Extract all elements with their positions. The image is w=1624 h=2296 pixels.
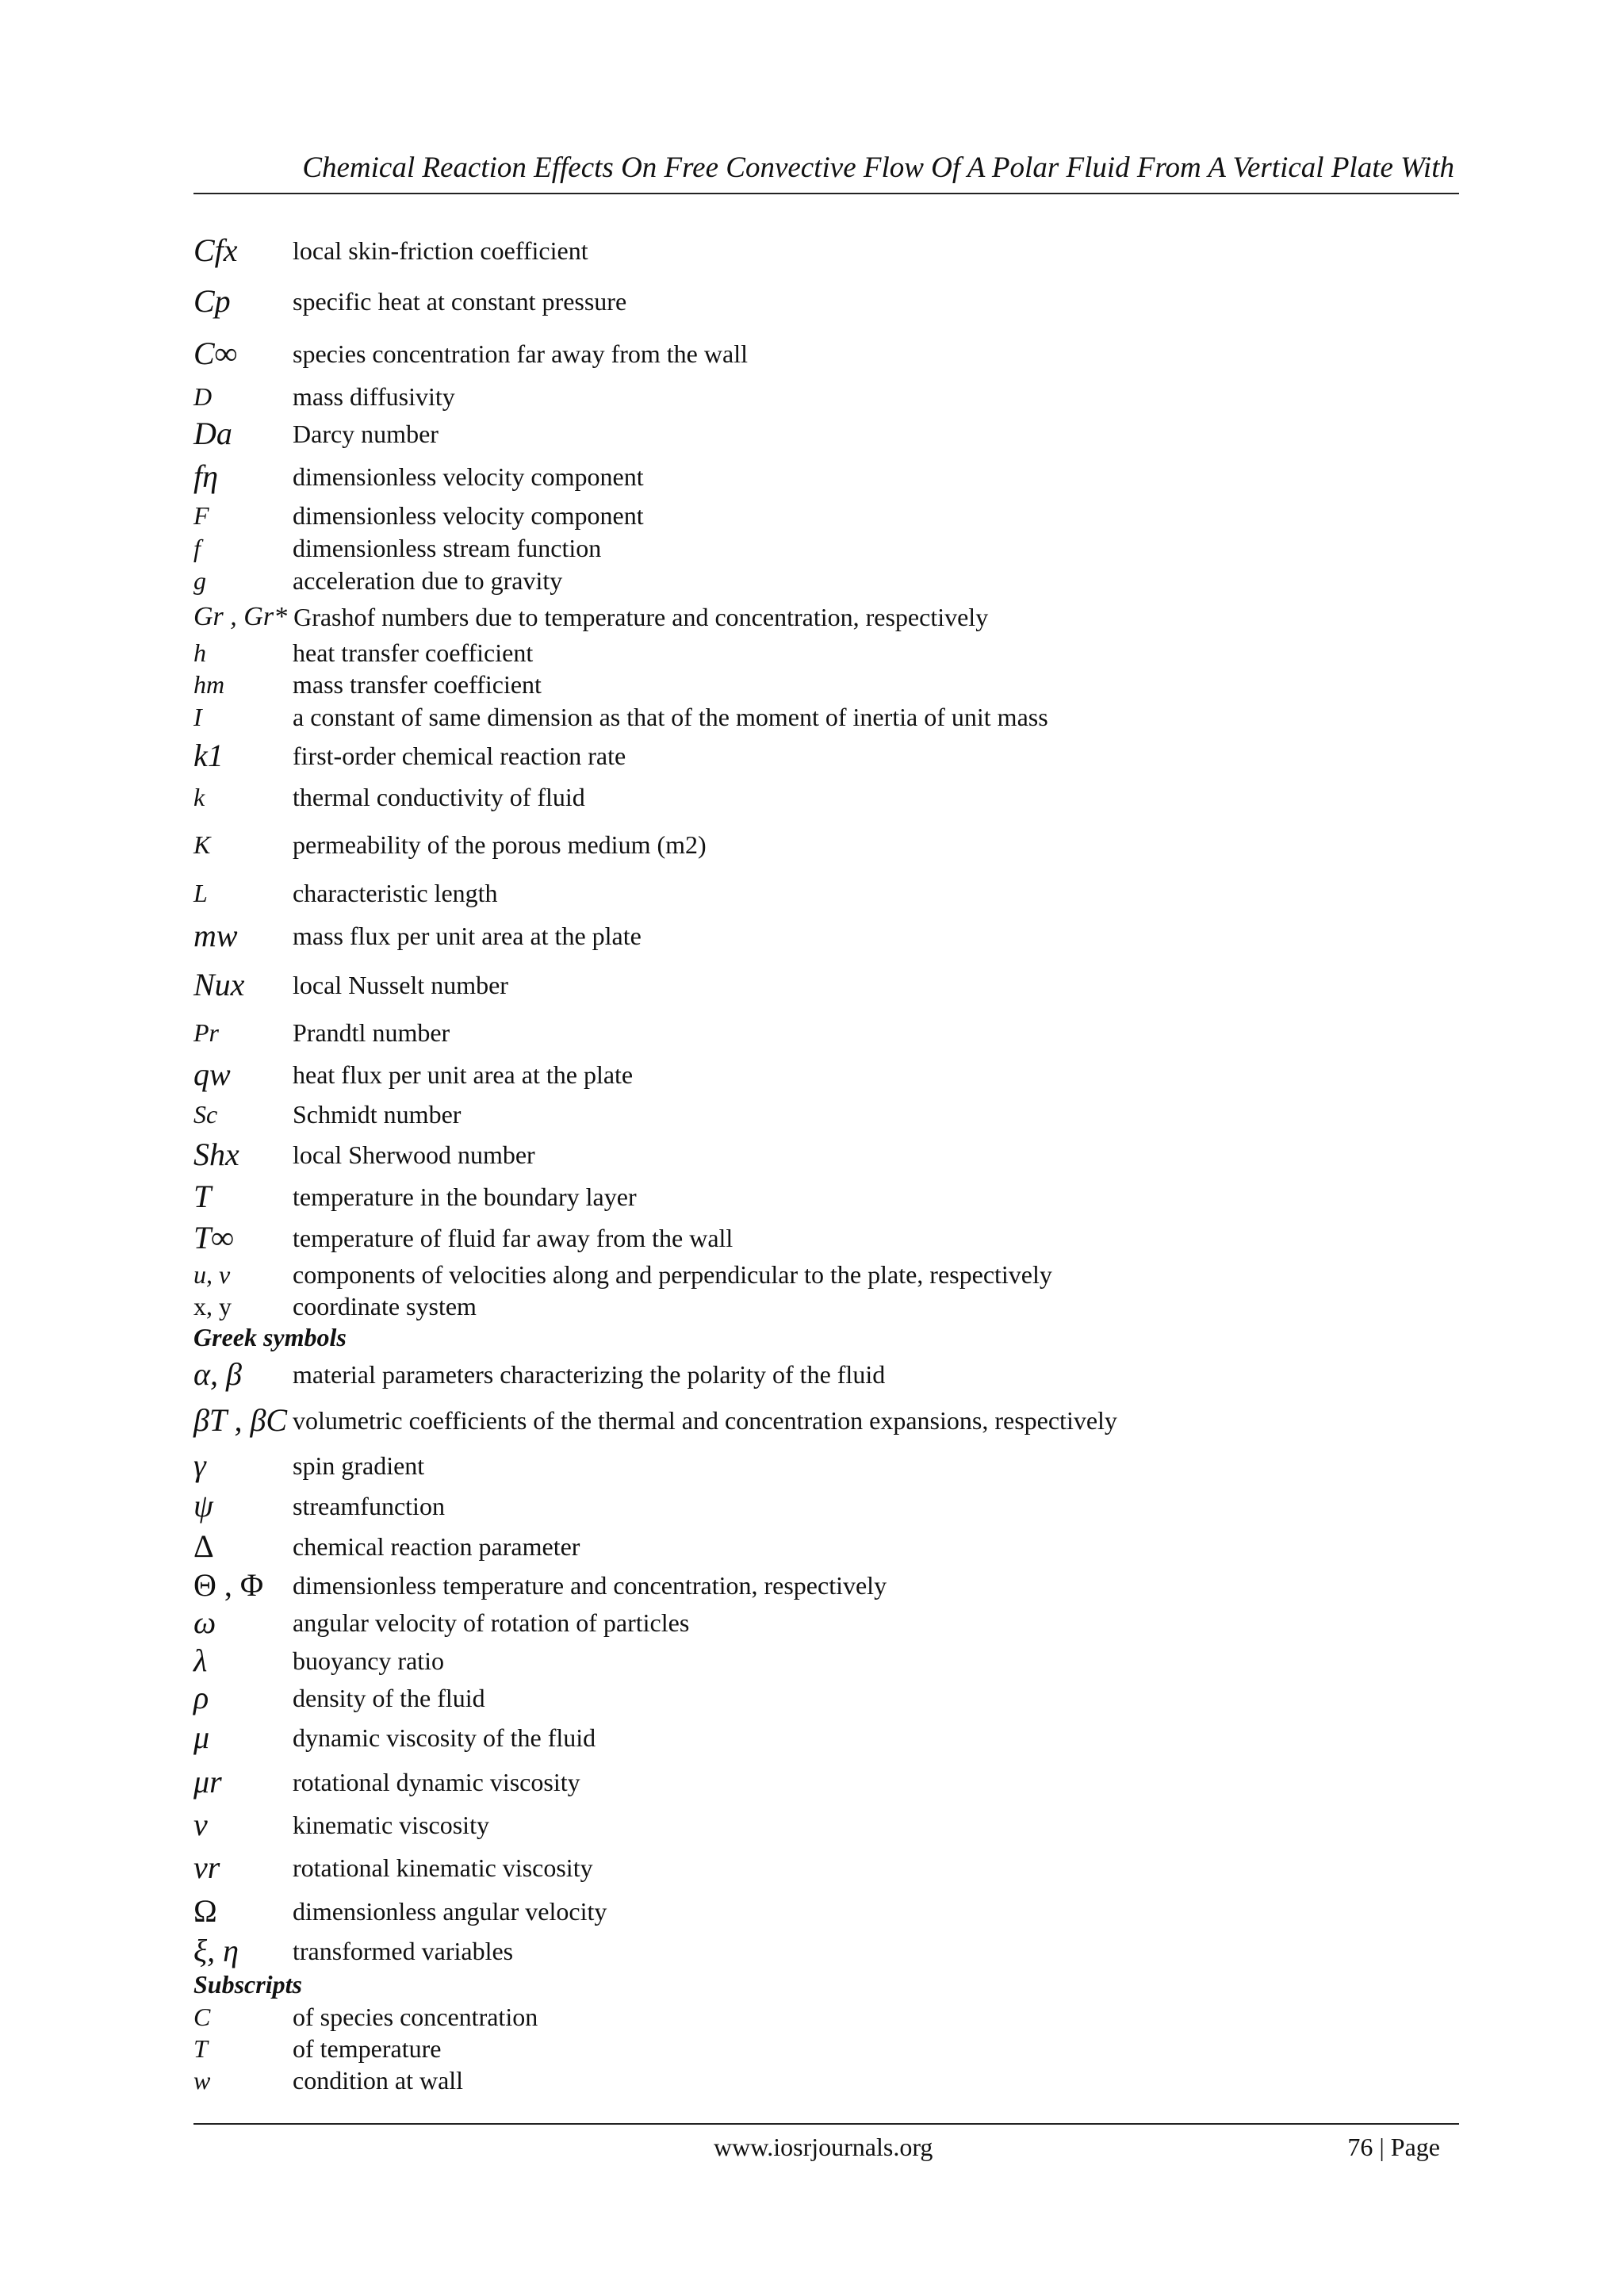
- greek-row: [193, 1681, 1459, 1715]
- symbol: T∞: [193, 1220, 234, 1255]
- description: species concentration far away from the wall: [293, 339, 748, 368]
- symbol: ξ, η: [193, 1933, 239, 1968]
- description: heat flux per unit area at the plate: [293, 1060, 634, 1089]
- description: dimensionless stream function: [293, 533, 602, 562]
- symbol: k1: [193, 738, 224, 773]
- nomenclature-row: [193, 1217, 1459, 1259]
- nomenclature-row: [193, 275, 1459, 328]
- greek-row: [193, 1760, 1459, 1804]
- nomenclature-list: [193, 226, 1459, 2096]
- symbol: λ: [193, 1642, 208, 1678]
- subscript-row: [193, 2033, 1459, 2064]
- nomenclature-row: [193, 413, 1459, 454]
- description: of temperature: [293, 2033, 442, 2063]
- symbol: k: [193, 782, 205, 811]
- description: density of the fluid: [293, 1683, 485, 1712]
- greek-row: [193, 1715, 1459, 1760]
- footer-divider: [193, 2123, 1459, 2125]
- description: characteristic length: [293, 878, 498, 907]
- description: permeability of the porous medium (m2): [293, 830, 707, 859]
- symbol: μ: [193, 1719, 210, 1755]
- nomenclature-row: [193, 1054, 1459, 1095]
- symbol: Pr: [193, 1018, 219, 1047]
- description: Prandtl number: [293, 1018, 450, 1047]
- symbol: Gr , Gr*: [193, 601, 288, 631]
- description: Darcy number: [293, 419, 439, 448]
- description: dimensionless temperature and concentration, respectively: [293, 1570, 887, 1600]
- description: of species concentration: [293, 2002, 538, 2031]
- symbol: βT , βC: [193, 1402, 288, 1438]
- description: streamfunction: [293, 1491, 445, 1520]
- description: Grashof numbers due to temperature and concentration, respectively: [293, 602, 989, 631]
- description: local Nusselt number: [293, 970, 508, 999]
- nomenclature-row: [193, 499, 1459, 532]
- greek-row: [193, 1604, 1459, 1641]
- greek-row: [193, 1846, 1459, 1890]
- symbol: qw: [193, 1056, 231, 1092]
- symbol: D: [193, 381, 213, 411]
- description: local skin-friction coefficient: [293, 236, 588, 265]
- nomenclature-row: [193, 597, 1459, 637]
- subscripts-heading: Subscripts: [193, 1970, 302, 1999]
- symbol: Cfx: [193, 232, 238, 268]
- nomenclature-row: [193, 959, 1459, 1011]
- symbol: Nux: [193, 967, 245, 1002]
- nomenclature-row: [193, 454, 1459, 499]
- symbol: Da: [193, 416, 232, 451]
- symbol: T: [193, 1179, 212, 1214]
- symbol: ν: [193, 1807, 208, 1842]
- symbol: u, v: [193, 1259, 231, 1289]
- description: dimensionless velocity component: [293, 462, 644, 491]
- description: mass flux per unit area at the plate: [293, 921, 642, 950]
- symbol: α, β: [193, 1356, 242, 1392]
- symbol: I: [193, 702, 202, 731]
- description: local Sherwood number: [293, 1140, 535, 1169]
- nomenclature-row: [193, 226, 1459, 275]
- description: chemical reaction parameter: [293, 1531, 580, 1561]
- nomenclature-row: [193, 380, 1459, 413]
- greek-row: [193, 1804, 1459, 1846]
- nomenclature-row: [193, 1133, 1459, 1176]
- nomenclature-row: [193, 1011, 1459, 1054]
- nomenclature-row: [193, 913, 1459, 959]
- description: kinematic viscosity: [293, 1810, 489, 1839]
- greek-row: [193, 1641, 1459, 1681]
- description: material parameters characterizing the polarity of the fluid: [293, 1359, 886, 1389]
- symbol: ω: [193, 1604, 216, 1640]
- description: thermal conductivity of fluid: [293, 782, 585, 811]
- description: dimensionless angular velocity: [293, 1896, 607, 1926]
- description: temperature in the boundary layer: [293, 1182, 637, 1211]
- symbol: Ω: [193, 1893, 217, 1929]
- footer-journal-url: www.iosrjournals.org: [714, 2133, 933, 2161]
- subscript-row: [193, 2001, 1459, 2033]
- description: rotational dynamic viscosity: [293, 1767, 580, 1796]
- symbol: μr: [193, 1764, 222, 1800]
- description: dimensionless velocity component: [293, 500, 644, 530]
- nomenclature-row: [193, 1259, 1459, 1290]
- subscript-row: [193, 2064, 1459, 2096]
- symbol: T: [193, 2033, 208, 2063]
- description: heat transfer coefficient: [293, 638, 534, 667]
- nomenclature-row: [193, 816, 1459, 873]
- greek-row: [193, 1485, 1459, 1527]
- symbol: Δ: [193, 1528, 214, 1564]
- greek-symbols-heading: Greek symbols: [193, 1323, 347, 1351]
- description: rotational kinematic viscosity: [293, 1853, 593, 1882]
- description: buoyancy ratio: [293, 1646, 445, 1675]
- symbol: L: [193, 878, 208, 907]
- symbol: Cp: [193, 283, 231, 319]
- nomenclature-row: [193, 1176, 1459, 1217]
- description: acceleration due to gravity: [293, 565, 563, 595]
- description: dynamic viscosity of the fluid: [293, 1723, 596, 1752]
- nomenclature-row: [193, 1095, 1459, 1133]
- symbol: νr: [193, 1849, 220, 1885]
- description: first-order chemical reaction rate: [293, 741, 626, 770]
- description: angular velocity of rotation of particles: [293, 1608, 690, 1637]
- greek-row: [193, 1395, 1459, 1446]
- footer-page-number: 76 | Page: [1347, 2133, 1440, 2161]
- symbol: mw: [193, 918, 238, 953]
- symbol: f: [193, 533, 201, 562]
- symbol: hm: [193, 669, 225, 699]
- nomenclature-row: [193, 669, 1459, 700]
- description: mass transfer coefficient: [293, 669, 542, 699]
- description: specific heat at constant pressure: [293, 286, 627, 316]
- symbol: ψ: [193, 1488, 213, 1524]
- symbol: w: [193, 2065, 211, 2095]
- symbol: g: [193, 565, 206, 595]
- description: spin gradient: [293, 1451, 425, 1480]
- description: Schmidt number: [293, 1099, 462, 1129]
- greek-row: [193, 1890, 1459, 1933]
- symbol: F: [193, 500, 209, 530]
- nomenclature-row: [193, 532, 1459, 564]
- symbol: Sc: [193, 1099, 218, 1129]
- symbol: x, y: [193, 1291, 232, 1320]
- page-header-title: Chemical Reaction Effects On Free Convective Flow Of A Polar Fluid From A Vertical Plate With: [302, 151, 1454, 184]
- greek-row: [193, 1933, 1459, 1969]
- description: coordinate system: [293, 1291, 477, 1320]
- symbol: ρ: [193, 1680, 209, 1715]
- greek-row: [193, 1527, 1459, 1566]
- nomenclature-row: [193, 778, 1459, 816]
- symbol: fη: [193, 458, 218, 494]
- symbol: Θ , Φ: [193, 1567, 264, 1603]
- symbol: Shx: [193, 1137, 239, 1172]
- header-divider: [193, 193, 1459, 194]
- description: volumetric coefficients of the thermal and concentration expansions, respectively: [293, 1405, 1117, 1435]
- description: temperature of fluid far away from the wall: [293, 1223, 733, 1252]
- nomenclature-row: [193, 1290, 1459, 1322]
- description: transformed variables: [293, 1936, 514, 1965]
- symbol: C∞: [193, 335, 238, 371]
- nomenclature-row: [193, 873, 1459, 913]
- description: mass diffusivity: [293, 381, 455, 411]
- description: components of velocities along and perpendicular to the plate, respectively: [293, 1259, 1052, 1289]
- nomenclature-row: [193, 637, 1459, 669]
- nomenclature-row: [193, 734, 1459, 778]
- nomenclature-row: [193, 700, 1459, 734]
- symbol: γ: [193, 1447, 206, 1483]
- nomenclature-row: [193, 564, 1459, 597]
- symbol: C: [193, 2002, 211, 2031]
- symbol: h: [193, 638, 206, 667]
- description: a constant of same dimension as that of the moment of inertia of unit mass: [293, 702, 1048, 731]
- greek-row: [193, 1446, 1459, 1485]
- symbol: K: [193, 830, 211, 859]
- nomenclature-row: [193, 328, 1459, 380]
- greek-row: [193, 1566, 1459, 1604]
- description: condition at wall: [293, 2065, 464, 2095]
- greek-row: [193, 1354, 1459, 1395]
